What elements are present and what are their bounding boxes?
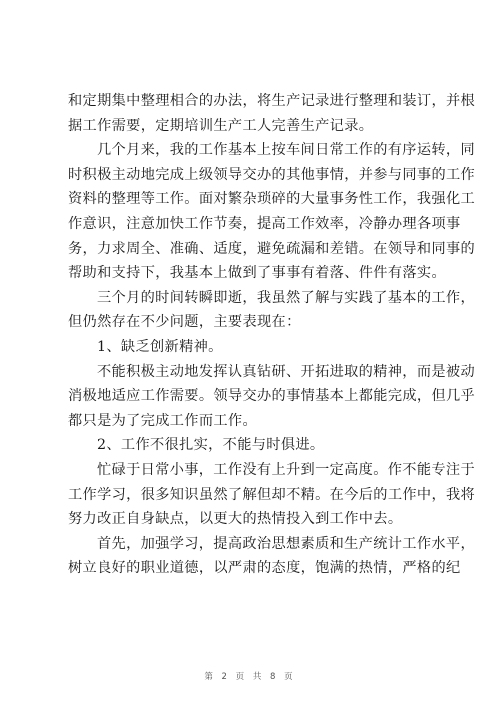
text-line: 务，力求周全、准确、适度，避免疏漏和差错。在领导和同事的 — [68, 240, 476, 257]
text-line: 帮助和支持下，我基本上做到了事事有着落、件件有落实。 — [68, 265, 446, 282]
text-line: 2、工作不很扎实，不能与时俱进。 — [97, 437, 325, 454]
text-line: 几个月来，我的工作基本上按车间日常工作的有序运转，同 — [97, 142, 475, 159]
text-line: 1、缺乏创新精神。 — [97, 338, 223, 355]
text-line: 资料的整理等工作。面对繁杂琐碎的大量事务性工作，我强化工 — [68, 191, 476, 208]
text-line: 时积极主动地完成上级领导交办的其他事情，并参与同事的工作 — [68, 166, 476, 183]
text-line: 首先，加强学习，提高政治思想素质和生产统计工作水平， — [97, 535, 475, 552]
text-line: 不能积极主动地发挥认真钻研、开拓进取的精神，而是被动 — [97, 363, 475, 380]
text-line: 和定期集中整理相合的办法，将生产记录进行整理和装订，并根 — [68, 93, 476, 109]
text-line: 据工作需要，定期培训生产工人完善生产记录。 — [68, 117, 374, 134]
text-line: 但仍然存在不少问题，主要表现在： — [68, 314, 301, 331]
text-line: 消极地适应工作需要。领导交办的事情基本上都能完成，但几乎 — [68, 388, 476, 405]
text-line: 努力改正自身缺点，以更大的热情投入到工作中去。 — [68, 511, 403, 528]
text-line: 作意识，注意加快工作节奏，提高工作效率，冷静办理各项事 — [68, 215, 461, 232]
text-line: 三个月的时间转瞬即逝，我虽然了解与实践了基本的工作， — [97, 289, 475, 306]
text-line: 树立良好的职业道德，以严肃的态度，饱满的热情，严格的纪 — [68, 560, 461, 577]
text-line: 都只是为了完成工作而工作。 — [68, 412, 257, 429]
text-line: 工作学习，很多知识虽然了解但却不精。在今后的工作中，我将 — [68, 486, 476, 503]
text-line: 忙碌于日常小事，工作没有上升到一定高度。作不能专注于 — [97, 461, 475, 478]
document-body — [68, 89, 476, 581]
page-footer: 第 2 页 共 8 页 — [204, 672, 296, 682]
